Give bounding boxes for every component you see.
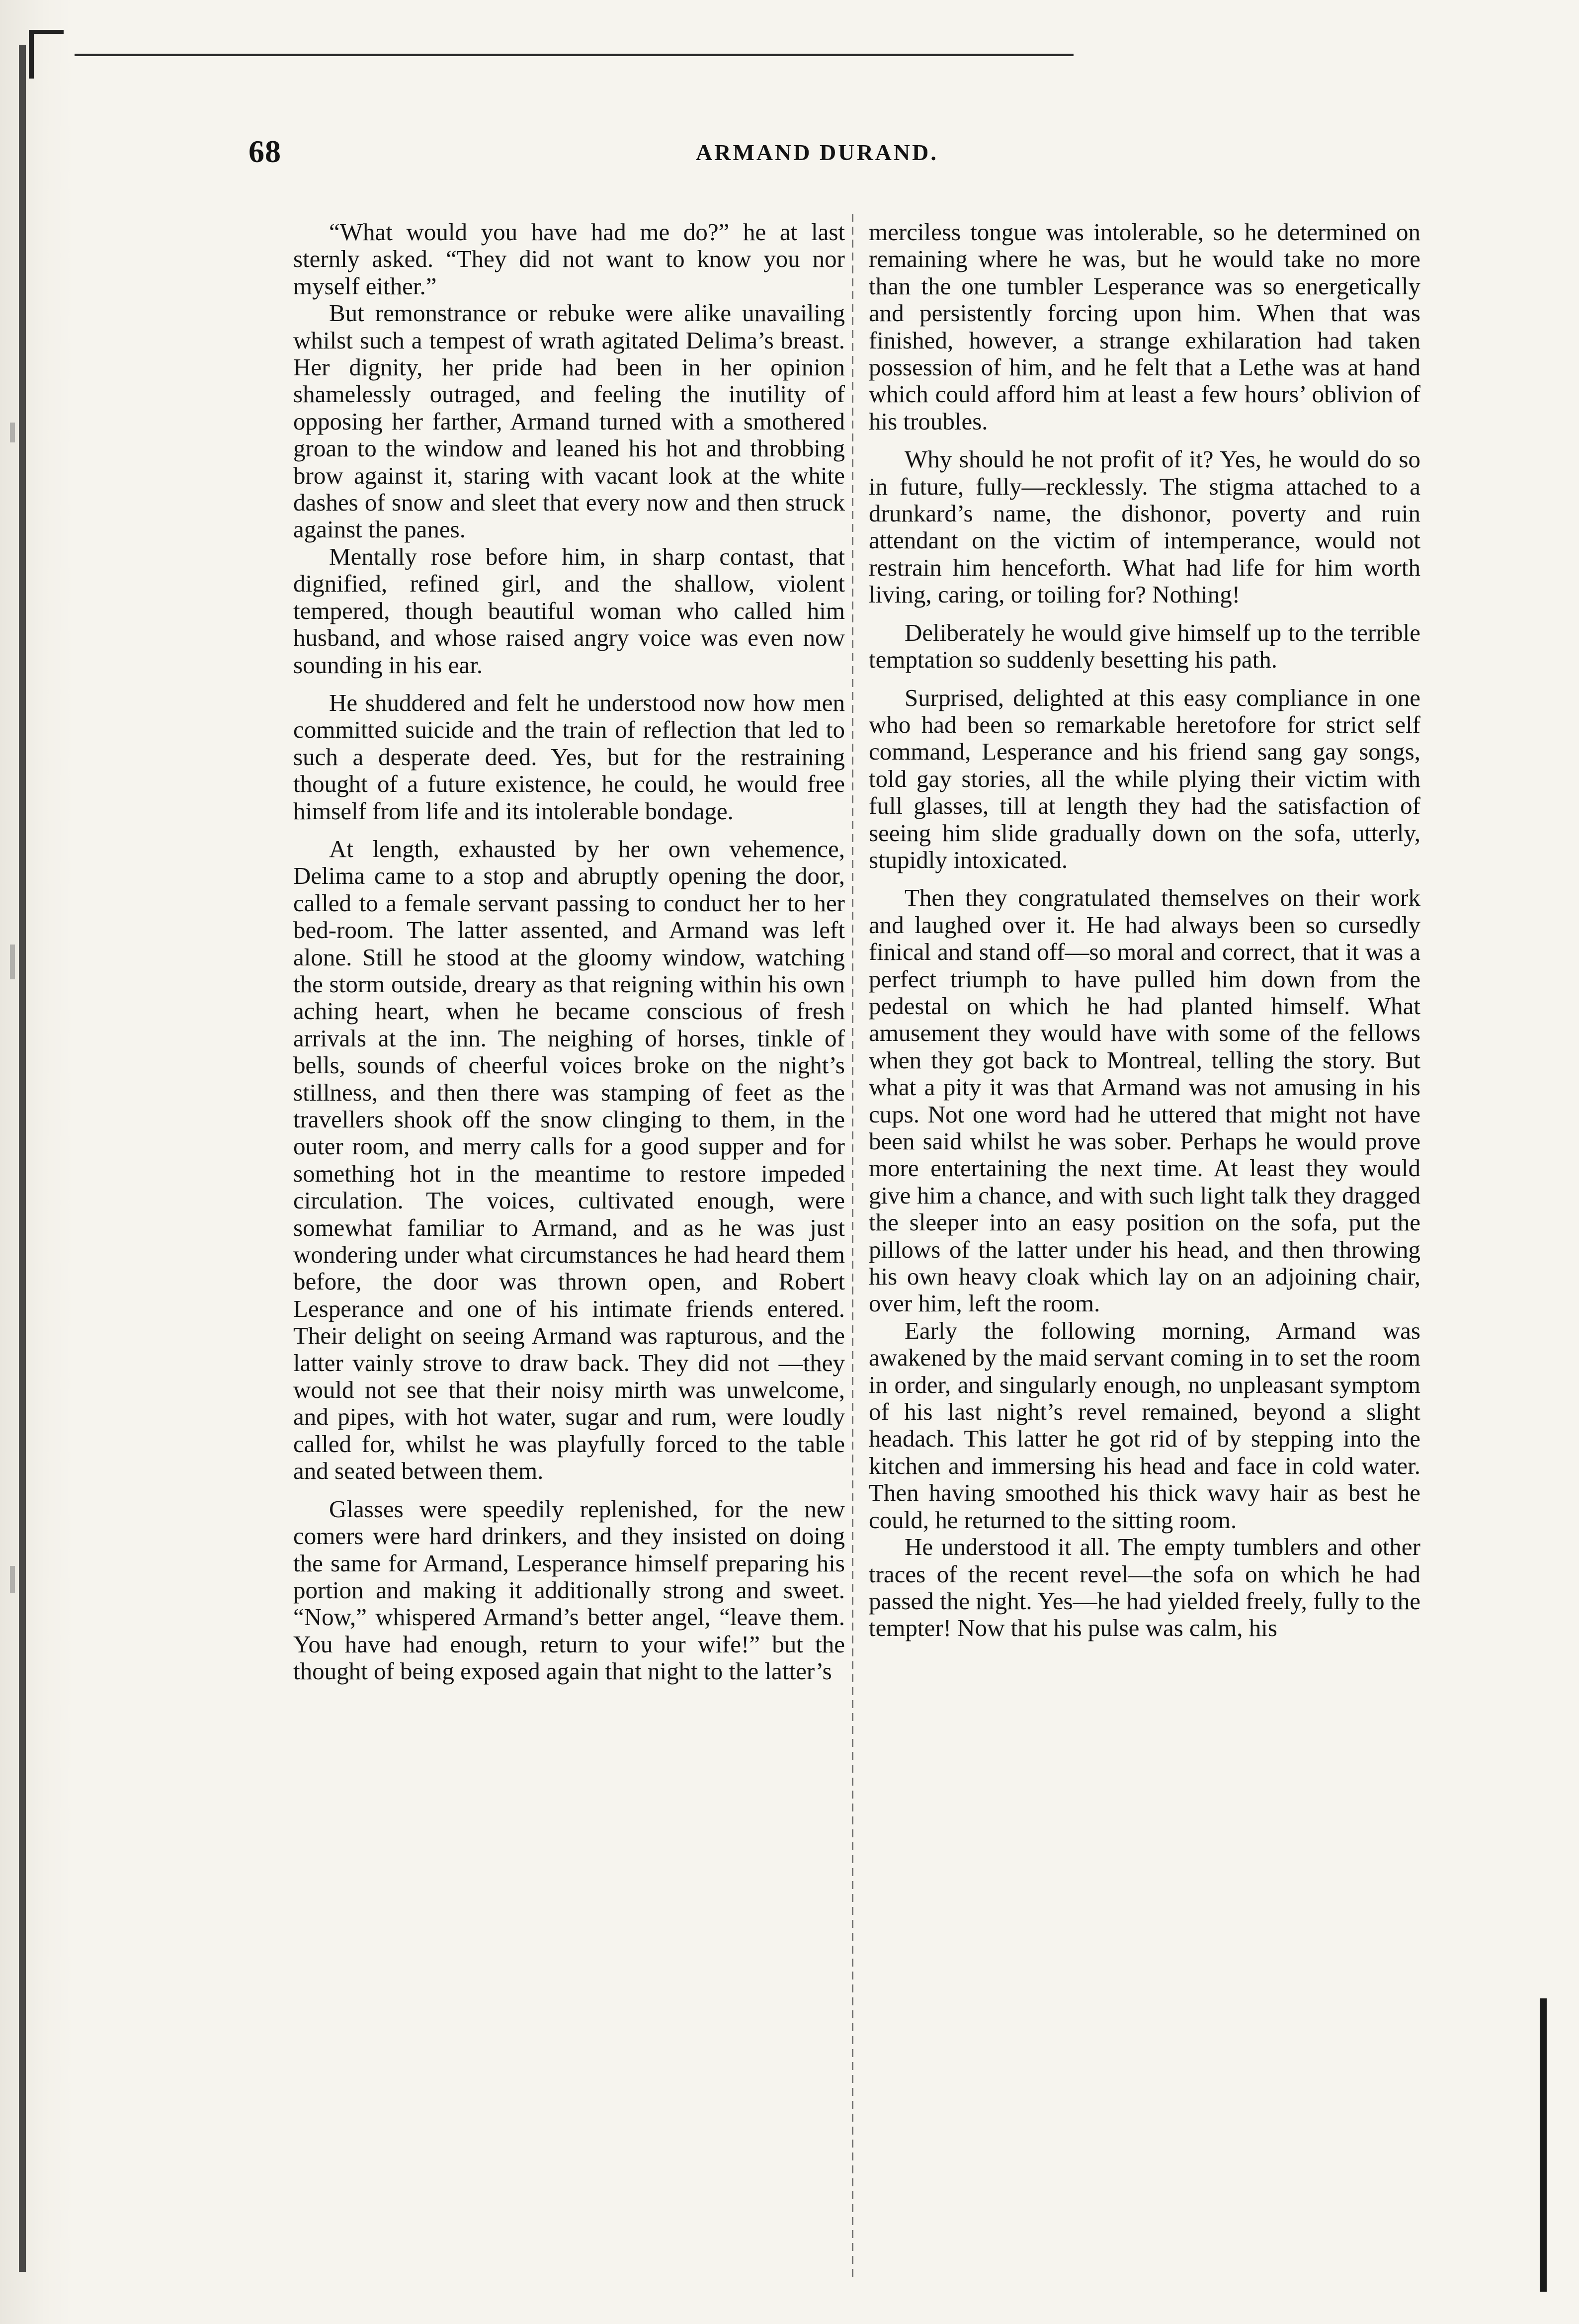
paragraph: Deliberately he would give himself up to the terrible temptation so suddenly besetting his path. — [869, 618, 1420, 674]
scan-speck — [10, 423, 15, 442]
paragraph: merciless tongue was intolerable, so he determined on remaining where he was, but he would take no more than the one tumbler Lesperance was so energetically and persistently forcing upon him. When that was finished, however, a strange exhilaration had taken possession of him, and he felt that a Lethe was at hand which could afford him at least a few hours’ oblivion of his troubles. — [869, 218, 1420, 435]
paragraph: He shuddered and felt he understood now how men committed suicide and the train of reflection that led to such a desperate deed. Yes, but for the restraining thought of a future existence, he could, he would free himself from life and its intolerable bondage. — [293, 689, 845, 825]
right-column — [869, 219, 1420, 1642]
binding-spine — [19, 45, 26, 2272]
paragraph: Then they congratulated themselves on their work and laughed over it. He had always been so cursedly finical and stand off—so moral and correct, that it was a perfect triumph to have pulled him down from the pedestal on which he had planted himself. What amusement they would have with some of the fellows when they got back to Montreal, telling the story. But what a pity it was that Armand was not amusing in his cups. Not one word had he uttered that might not have been said whilst he was sober. Perhaps he would prove more entertaining the next time. At least they would give him a chance, and with such light talk they dragged the sleeper into an easy position on the sofa, put the pillows of the latter under his head, and then throwing his own heavy cloak which lay on an adjoining chair, over him, left the room. — [869, 884, 1420, 1317]
scan-speck — [10, 1566, 15, 1593]
paragraph: Mentally rose before him, in sharp contast, that dignified, refined girl, and the shallow, violent tempered, though beautiful woman who called him husband, and whose raised angry voice was even now sounding in his ear. — [293, 542, 845, 679]
page-number: 68 — [249, 134, 281, 169]
paragraph: At length, exhausted by her own vehemence, Delima came to a stop and abruptly opening the door, called to a female servant passing to conduct her to her bed-room. The latter assented, and Armand was left alone. Still he stood at the gloomy window, watching the storm outside, dreary as that reigning within his own aching heart, when he became conscious of fresh arrivals at the inn. The neighing of horses, tinkle of bells, sounds of cheerful voices broke on the night’s stillness, and then there was stamping of feet as the travellers shook off the snow clinging to them, in the outer room, and merry calls for a good supper and for something hot in the meantime to restore impeded circulation. The voices, cultivated enough, were somewhat familiar to Armand, and as he was just wondering under what circumstances he had heard them before, the door was thrown open, and Robert Lesperance and one of his intimate friends entered. Their delight on seeing Armand was rapturous, and the latter vainly strove to draw back. They did not —they would not see that their noisy mirth was unwelcome, and pipes, with hot water, sugar and rum, were loudly called for, whilst he was playfully forced to the table and seated between them. — [293, 835, 845, 1485]
running-title: ARMAND DURAND. — [696, 140, 938, 165]
paragraph: Early the following morning, Armand was awakened by the maid servant coming in to set the room in order, and singularly enough, no unpleasant symptom of his last night’s revel remained, beyond a slight headach. This latter he got rid of by stepping into the kitchen and immersing his head and face in cold water. Then having smoothed his thick wavy hair as best he could, he returned to the sitting room. — [869, 1316, 1420, 1534]
paragraph: But remonstrance or rebuke were alike unavailing whilst such a tempest of wrath agitated Delima’s breast. Her dignity, her pride had been in her opinion shamelessly outraged, and feeling the inutility of opposing her farther, Armand turned with a smothered groan to the window and leaned his hot and throbbing brow against it, staring with vacant look at the white dashes of snow and sleet that every now and then struck against the panes. — [293, 299, 845, 543]
paragraph: Why should he not profit of it? Yes, he would do so in future, fully—recklessly. The stigma attached to a drunkard’s name, the dishonor, poverty and ruin attendant on the victim of intemperance, would not restrain him henceforth. What had life for him worth living, caring, or toiling for? Nothing! — [869, 445, 1420, 608]
left-column — [293, 219, 845, 1685]
scan-margin — [0, 0, 75, 2324]
running-head — [249, 133, 1441, 178]
margin-bar — [1540, 1998, 1547, 2292]
scan-speck — [10, 945, 15, 979]
column-divider — [852, 214, 853, 2282]
corner-mark — [29, 30, 64, 79]
paragraph: Surprised, delighted at this easy compliance in one who had been so remarkable heretofore for strict self command, Lesperance and his friend sang gay songs, told gay stories, all the while plying their victim with full glasses, till at length they had the satisfaction of seeing him slide gradually down on the sofa, utterly, stupidly intoxicated. — [869, 684, 1420, 873]
top-rule — [75, 54, 1074, 56]
paragraph: “What would you have had me do?” he at last sternly asked. “They did not want to know you nor myself either.” — [293, 218, 845, 300]
paragraph: He understood it all. The empty tumblers and other traces of the recent revel—the sofa on which he had passed the night. Yes—he had yielded freely, fully to the tempter! Now that his pulse was calm, his — [869, 1533, 1420, 1642]
paragraph: Glasses were speedily replenished, for the new comers were hard drinkers, and they insisted on doing the same for Armand, Lesperance himself preparing his portion and making it additionally strong and sweet. “Now,” whispered Armand’s better angel, “leave them. You have had enough, return to your wife!” but the thought of being exposed again that night to the latter’s — [293, 1495, 845, 1685]
